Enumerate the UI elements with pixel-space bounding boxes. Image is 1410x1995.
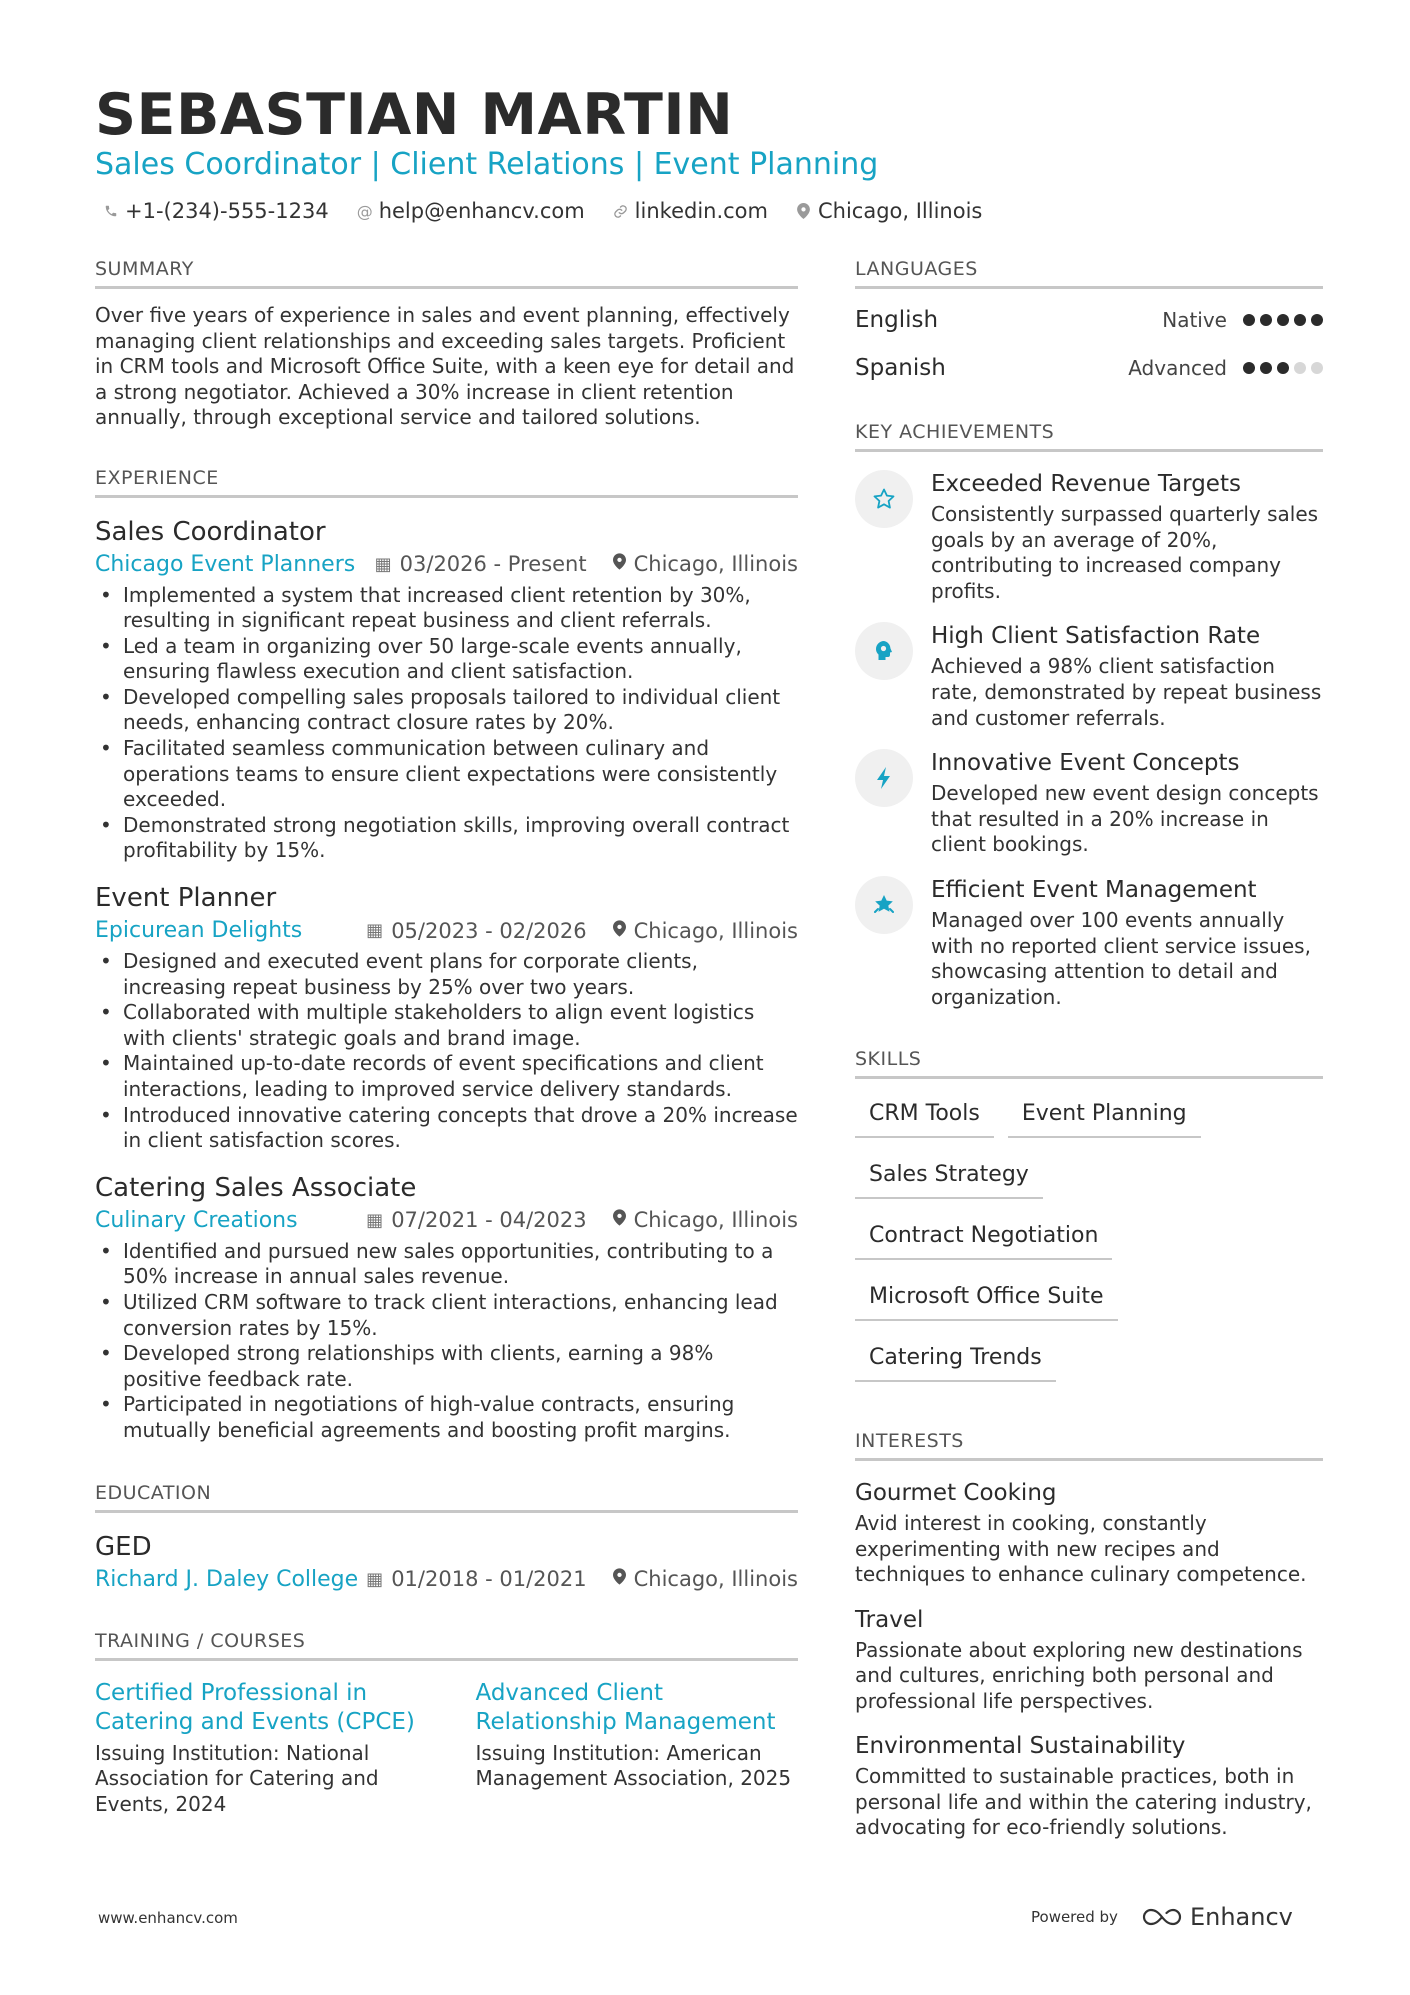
location-pin-icon bbox=[796, 203, 812, 219]
course-list bbox=[95, 1679, 798, 1818]
course-item bbox=[95, 1679, 418, 1818]
rating-dot bbox=[1311, 314, 1323, 326]
rating-dot bbox=[1277, 362, 1289, 374]
job-entry bbox=[95, 1172, 798, 1444]
course-item bbox=[476, 1679, 799, 1818]
achievement-title: High Client Satisfaction Rate bbox=[931, 623, 1261, 650]
rating-dot bbox=[1260, 362, 1272, 374]
location-text: Chicago, Illinois bbox=[817, 199, 983, 223]
course-title: Certified Professional in Catering and Events (CPCE) bbox=[95, 1679, 415, 1735]
interest-desc: Committed to sustainable practices, both in personal life and within the catering industry, advocating for eco-friendly solutions. bbox=[855, 1764, 1312, 1840]
achievements-section bbox=[855, 421, 1323, 1010]
job-dates-text: 03/2026 - Present bbox=[399, 552, 587, 576]
bullet: • Facilitated seamless communication between culinary and operations teams to ensure client expectations were consistently exceeded. bbox=[95, 736, 798, 813]
language-name: Spanish bbox=[855, 355, 946, 381]
achievement-desc: Managed over 100 events annually with no reported client service issues, showcasing attention to detail and organization. bbox=[931, 907, 1311, 1009]
achievement-item bbox=[855, 470, 1323, 604]
candidate-name: SEBASTIAN MARTIN bbox=[95, 82, 734, 148]
language-rating bbox=[1243, 314, 1323, 326]
rating-dot bbox=[1243, 362, 1255, 374]
rating-dot bbox=[1294, 362, 1306, 374]
achievement-desc: Developed new event design concepts that resulted in a 20% increase in client bookings. bbox=[931, 781, 1319, 857]
bullet: • Participated in negotiations of high-value contracts, ensuring mutually beneficial agreements and boosting profit margins. bbox=[95, 1392, 798, 1443]
bullet: • Identified and pursued new sales opportunities, contributing to a 50% increase in annual sales revenue. bbox=[95, 1239, 798, 1290]
job-entry bbox=[95, 882, 798, 1154]
job-meta bbox=[95, 552, 798, 577]
achievement-body bbox=[931, 749, 1323, 858]
calendar-icon: ▦ bbox=[366, 1568, 384, 1590]
achievement-item bbox=[855, 749, 1323, 858]
summary-text: Over five years of experience in sales and event planning, effectively managing client relationships and exceeding sales targets. Proficient in CRM tools and Microsoft Office Suite, with a keen eye for detail and a strong negotiator. Achieved a 30% increase in client retention annually, through exceptional service and tailored solutions. bbox=[95, 303, 795, 429]
bullet: • Developed compelling sales proposals tailored to individual client needs, enhancing contract closure rates by 20%. bbox=[95, 685, 798, 736]
achievement-body bbox=[931, 470, 1323, 604]
languages-section bbox=[855, 258, 1323, 385]
experience-heading: EXPERIENCE bbox=[95, 467, 798, 498]
interest-title: Gourmet Cooking bbox=[855, 1480, 1057, 1507]
job-dates-text: 07/2021 - 04/2023 bbox=[391, 1208, 587, 1233]
achievements-heading: KEY ACHIEVEMENTS bbox=[855, 421, 1323, 452]
education-meta bbox=[95, 1567, 798, 1592]
job-location bbox=[613, 919, 798, 943]
skills-section bbox=[855, 1048, 1323, 1400]
job-bullets bbox=[95, 583, 798, 865]
powered-by-text: Powered by bbox=[1031, 1908, 1118, 1926]
enhancv-logo[interactable] bbox=[1140, 1903, 1293, 1931]
phone-text: +1-(234)-555-1234 bbox=[125, 199, 329, 223]
language-item bbox=[855, 303, 1323, 337]
location-pin-icon bbox=[613, 1568, 626, 1590]
education-location bbox=[613, 1567, 798, 1591]
star-badge-icon bbox=[855, 876, 913, 934]
rating-dot bbox=[1243, 314, 1255, 326]
bullet: • Developed strong relationships with clients, earning a 98% positive feedback rate. bbox=[95, 1341, 798, 1392]
bullet: • Designed and executed event plans for corporate clients, increasing repeat business by 25% over two years. bbox=[95, 949, 798, 1000]
interests-section bbox=[855, 1430, 1323, 1841]
job-bullets bbox=[95, 949, 798, 1154]
course-desc: Issuing Institution: National Association for Catering and Events, 2024 bbox=[95, 1740, 379, 1816]
location-pin-icon bbox=[613, 1209, 626, 1231]
education-dates-text: 01/2018 - 01/2021 bbox=[391, 1567, 587, 1592]
job-location bbox=[613, 552, 798, 576]
bullet: • Collaborated with multiple stakeholders to align event logistics with clients' strategic goals and brand image. bbox=[95, 1000, 798, 1051]
job-meta bbox=[95, 918, 798, 943]
headline: Sales Coordinator | Client Relations | Event Planning bbox=[95, 147, 879, 182]
contact-email[interactable] bbox=[357, 199, 585, 223]
interests-heading: INTERESTS bbox=[855, 1430, 1323, 1461]
contact-phone[interactable] bbox=[103, 199, 329, 223]
job-company: Epicurean Delights bbox=[95, 918, 303, 944]
achievement-title: Efficient Event Management bbox=[931, 876, 1257, 903]
rating-dot bbox=[1311, 362, 1323, 374]
calendar-icon: ▦ bbox=[366, 1209, 384, 1231]
training-heading: TRAINING / COURSES bbox=[95, 1630, 798, 1661]
job-location bbox=[613, 1208, 798, 1232]
interest-title: Travel bbox=[855, 1606, 924, 1633]
powered-by bbox=[1031, 1903, 1293, 1931]
interest-title: Environmental Sustainability bbox=[855, 1733, 1186, 1760]
language-level: Native bbox=[1162, 308, 1227, 332]
course-title: Advanced Client Relationship Management bbox=[475, 1679, 776, 1735]
job-dates bbox=[366, 919, 586, 943]
languages-heading: LANGUAGES bbox=[855, 258, 1323, 289]
interest-desc: Passionate about exploring new destinations and cultures, enriching both personal and professional life perspectives. bbox=[855, 1637, 1303, 1713]
contact-location bbox=[796, 199, 982, 223]
interest-item bbox=[855, 1606, 1323, 1715]
footer-url[interactable]: www.enhancv.com bbox=[98, 1909, 238, 1927]
achievement-item bbox=[855, 622, 1323, 731]
location-pin-icon bbox=[613, 920, 626, 942]
achievement-item bbox=[855, 876, 1323, 1010]
achievement-desc: Consistently surpassed quarterly sales goals by an average of 20%, contributing to increased company profits. bbox=[931, 502, 1319, 603]
course-desc: Issuing Institution: American Management Association, 2025 bbox=[475, 1740, 792, 1791]
achievement-title: Innovative Event Concepts bbox=[931, 750, 1240, 777]
right-column bbox=[855, 258, 1323, 1841]
rating-dot bbox=[1294, 314, 1306, 326]
achievement-body bbox=[931, 622, 1323, 731]
bullet: • Demonstrated strong negotiation skills, improving overall contract profitability by 15%. bbox=[95, 813, 798, 864]
job-title: Event Planner bbox=[95, 883, 277, 914]
language-rating bbox=[1243, 362, 1323, 374]
skill-list bbox=[855, 1095, 1323, 1400]
skill-tag: Event Planning bbox=[1008, 1095, 1201, 1138]
job-dates-text: 05/2023 - 02/2026 bbox=[391, 918, 587, 943]
enhancv-wordmark: Enhancv bbox=[1189, 1903, 1293, 1931]
calendar-icon: ▦ bbox=[366, 920, 384, 942]
school: Richard J. Daley College bbox=[95, 1566, 359, 1592]
at-icon: @ bbox=[356, 201, 373, 221]
language-item bbox=[855, 351, 1323, 385]
location-pin-icon bbox=[613, 553, 626, 575]
contact-bar bbox=[103, 199, 982, 223]
job-location-text: Chicago, Illinois bbox=[633, 918, 798, 943]
left-column bbox=[95, 258, 798, 1817]
achievement-body bbox=[931, 876, 1323, 1010]
job-company: Culinary Creations bbox=[95, 1207, 298, 1233]
experience-section bbox=[95, 467, 798, 1444]
skill-tag: Contract Negotiation bbox=[855, 1217, 1112, 1260]
achievement-desc: Achieved a 98% client satisfaction rate, demonstrated by repeat business and customer referrals. bbox=[931, 654, 1322, 730]
star-icon bbox=[855, 470, 913, 528]
job-company: Chicago Event Planners bbox=[95, 551, 356, 577]
skill-tag: Microsoft Office Suite bbox=[855, 1278, 1118, 1321]
bullet: • Utilized CRM software to track client interactions, enhancing lead conversion rates by 15%. bbox=[95, 1290, 798, 1341]
bullet: • Maintained up-to-date records of event specifications and client interactions, leading to improved service delivery standards. bbox=[95, 1051, 798, 1102]
summary-section bbox=[95, 258, 798, 431]
achievement-title: Exceeded Revenue Targets bbox=[931, 471, 1241, 497]
interest-desc: Avid interest in cooking, constantly experimenting with new recipes and techniques to enhance culinary competence. bbox=[855, 1511, 1307, 1587]
linkedin-text: linkedin.com bbox=[634, 199, 768, 223]
training-section bbox=[95, 1630, 798, 1818]
skill-tag: CRM Tools bbox=[855, 1095, 994, 1138]
job-dates bbox=[366, 1208, 586, 1232]
enhancv-infinity-icon bbox=[1140, 1906, 1184, 1928]
education-heading: EDUCATION bbox=[95, 1482, 798, 1513]
phone-icon bbox=[103, 204, 119, 218]
education-section bbox=[95, 1482, 798, 1592]
link-icon bbox=[613, 204, 629, 219]
education-location-text: Chicago, Illinois bbox=[633, 1567, 798, 1592]
email-text: help@enhancv.com bbox=[378, 199, 585, 223]
job-entry bbox=[95, 516, 798, 865]
interest-item bbox=[855, 1479, 1323, 1588]
language-name: English bbox=[855, 307, 939, 333]
interest-item bbox=[855, 1732, 1323, 1841]
job-location-text: Chicago, Illinois bbox=[633, 552, 798, 576]
bullet: • Led a team in organizing over 50 large-scale events annually, ensuring flawless execution and client satisfaction. bbox=[95, 634, 798, 685]
summary-heading: SUMMARY bbox=[95, 258, 798, 289]
lightning-icon bbox=[855, 749, 913, 807]
job-title: Catering Sales Associate bbox=[95, 1172, 417, 1203]
education-entry bbox=[95, 1531, 798, 1592]
rating-dot bbox=[1277, 314, 1289, 326]
job-dates bbox=[375, 552, 587, 576]
job-title: Sales Coordinator bbox=[95, 516, 326, 547]
skills-heading: SKILLS bbox=[855, 1048, 1323, 1079]
bullet: • Implemented a system that increased client retention by 30%, resulting in significant repeat business and client referrals. bbox=[95, 583, 798, 634]
calendar-icon: ▦ bbox=[374, 553, 392, 575]
education-dates bbox=[366, 1567, 586, 1591]
rating-dot bbox=[1260, 314, 1272, 326]
job-meta bbox=[95, 1208, 798, 1233]
idea-head-icon bbox=[855, 622, 913, 680]
job-bullets bbox=[95, 1239, 798, 1444]
skill-tag: Sales Strategy bbox=[855, 1156, 1043, 1199]
language-level: Advanced bbox=[1128, 356, 1227, 380]
job-location-text: Chicago, Illinois bbox=[633, 1208, 798, 1233]
degree: GED bbox=[95, 1531, 152, 1562]
skill-tag: Catering Trends bbox=[855, 1339, 1056, 1382]
contact-linkedin[interactable] bbox=[613, 199, 768, 223]
bullet: • Introduced innovative catering concepts that drove a 20% increase in client satisfaction scores. bbox=[95, 1103, 798, 1154]
